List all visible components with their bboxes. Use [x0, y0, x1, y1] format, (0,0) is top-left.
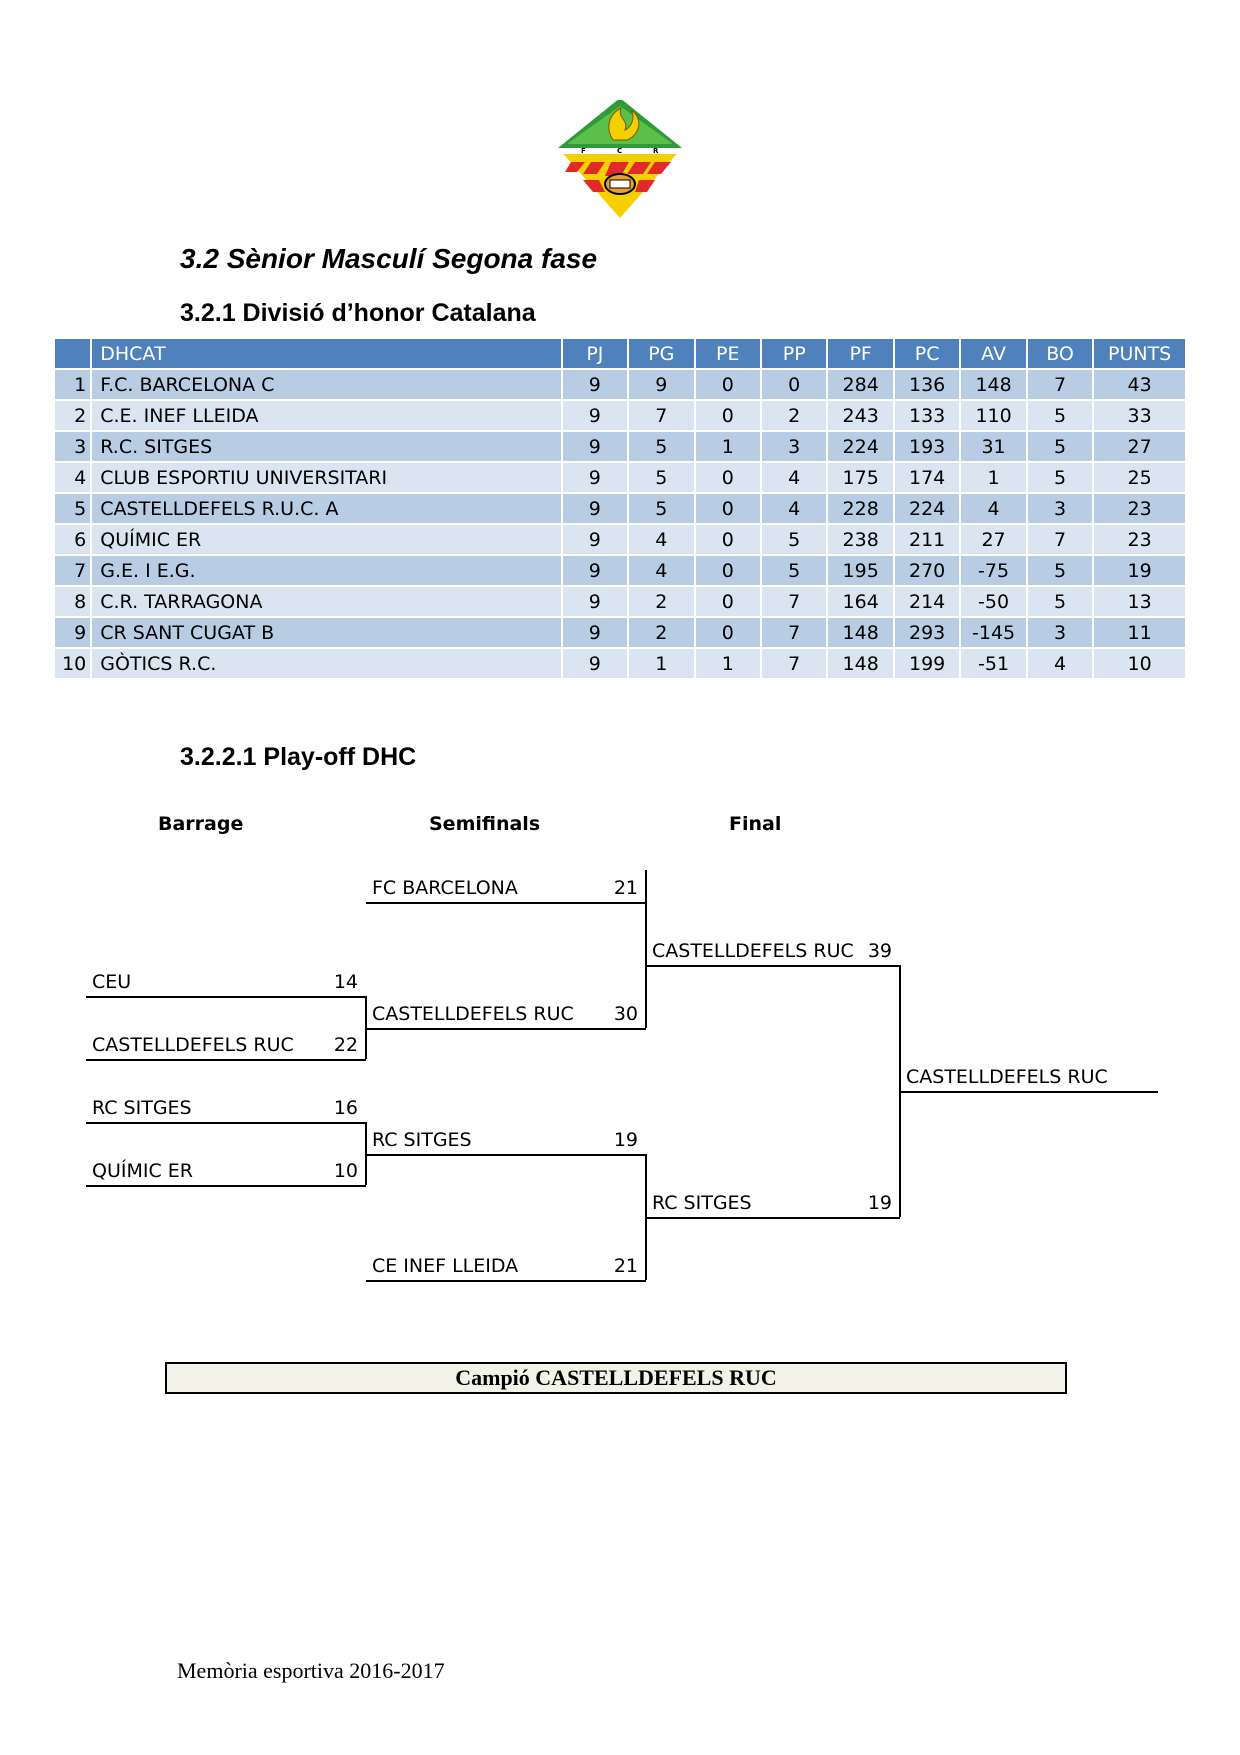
cell-pp: 7 [762, 587, 826, 616]
cell-pos: 5 [55, 494, 90, 523]
cell-pe: 0 [696, 370, 760, 399]
cell-punts: 19 [1094, 556, 1185, 585]
cell-team: QUÍMIC ER [92, 525, 560, 554]
table-row [55, 587, 1185, 616]
cell-punts: 27 [1094, 432, 1185, 461]
section-title: 3.2 Sènior Masculí Segona fase [180, 243, 598, 274]
cell-pf: 148 [828, 618, 892, 647]
cell-punts: 23 [1094, 525, 1185, 554]
bracket-score: 21 [613, 1255, 638, 1277]
cell-pf: 284 [828, 370, 892, 399]
cell-pp: 2 [762, 401, 826, 430]
stage-label-semifinals: Semifinals [429, 813, 541, 835]
cell-team: C.R. TARRAGONA [92, 587, 560, 616]
bracket-team: RC SITGES [92, 1097, 192, 1119]
cell-pg: 2 [629, 587, 693, 616]
header-punts: PUNTS [1094, 339, 1185, 368]
cell-pj: 9 [563, 370, 627, 399]
cell-punts: 10 [1094, 649, 1185, 678]
cell-pp: 7 [762, 618, 826, 647]
cell-pc: 193 [895, 432, 959, 461]
cell-pp: 7 [762, 649, 826, 678]
cell-bo: 5 [1028, 432, 1092, 461]
bracket-slot-final-1 [646, 935, 900, 967]
cell-bo: 3 [1028, 494, 1092, 523]
cell-pp: 5 [762, 525, 826, 554]
cell-pp: 0 [762, 370, 826, 399]
bracket-score: 10 [333, 1160, 358, 1182]
cell-bo: 5 [1028, 556, 1092, 585]
table-row [55, 618, 1185, 647]
bracket-team: CEU [92, 971, 132, 993]
fcr-logo [555, 100, 685, 220]
cell-team: CLUB ESPORTIU UNIVERSITARI [92, 463, 560, 492]
cell-pe: 1 [696, 649, 760, 678]
logo-letter-r: R [653, 147, 659, 155]
bracket-slot-barrage-4 [86, 1155, 366, 1187]
cell-pj: 9 [563, 649, 627, 678]
bracket-connector [365, 996, 367, 1059]
cell-pf: 175 [828, 463, 892, 492]
cell-pc: 199 [895, 649, 959, 678]
table-header-row [55, 339, 1185, 368]
header-pos [55, 339, 90, 368]
cell-team: CR SANT CUGAT B [92, 618, 560, 647]
cell-pg: 4 [629, 525, 693, 554]
cell-pos: 10 [55, 649, 90, 678]
bracket-team: CASTELLDEFELS RUC [652, 940, 854, 962]
cell-punts: 23 [1094, 494, 1185, 523]
table-row [55, 401, 1185, 430]
cell-bo: 5 [1028, 587, 1092, 616]
standings-table [53, 337, 1187, 680]
cell-pg: 7 [629, 401, 693, 430]
cell-pg: 1 [629, 649, 693, 678]
bracket-slot-semifinal-3 [366, 1124, 646, 1156]
cell-av: 27 [961, 525, 1025, 554]
bracket-slot-semifinal-2 [366, 998, 646, 1030]
cell-bo: 5 [1028, 401, 1092, 430]
cell-team: C.E. INEF LLEIDA [92, 401, 560, 430]
cell-pf: 224 [828, 432, 892, 461]
bracket-connector [899, 965, 901, 1217]
cell-pe: 0 [696, 556, 760, 585]
cell-punts: 33 [1094, 401, 1185, 430]
cell-pg: 4 [629, 556, 693, 585]
bracket-connector [365, 1122, 367, 1185]
cell-pp: 4 [762, 463, 826, 492]
cell-pe: 0 [696, 587, 760, 616]
cell-team: R.C. SITGES [92, 432, 560, 461]
cell-bo: 7 [1028, 525, 1092, 554]
cell-pos: 2 [55, 401, 90, 430]
header-pe: PE [696, 339, 760, 368]
bracket-score: 14 [333, 971, 358, 993]
bracket-team: QUÍMIC ER [92, 1160, 193, 1182]
cell-pp: 3 [762, 432, 826, 461]
cell-av: 31 [961, 432, 1025, 461]
cell-team: G.E. I E.G. [92, 556, 560, 585]
logo-letter-c: C [617, 147, 623, 155]
header-pf: PF [828, 339, 892, 368]
stage-label-final: Final [729, 813, 782, 835]
bracket-score: 16 [333, 1097, 358, 1119]
cell-pg: 5 [629, 463, 693, 492]
bracket-slot-barrage-2 [86, 1029, 366, 1061]
table-row [55, 463, 1185, 492]
cell-pe: 0 [696, 401, 760, 430]
cell-pe: 0 [696, 618, 760, 647]
cell-pos: 3 [55, 432, 90, 461]
bracket-team: CASTELLDEFELS RUC [372, 1003, 574, 1025]
cell-pe: 0 [696, 463, 760, 492]
bracket-slot-barrage-1 [86, 966, 366, 998]
bracket-connector [645, 1154, 647, 1280]
cell-pc: 174 [895, 463, 959, 492]
cell-pj: 9 [563, 494, 627, 523]
cell-pf: 164 [828, 587, 892, 616]
cell-pos: 7 [55, 556, 90, 585]
cell-punts: 13 [1094, 587, 1185, 616]
bracket-team: RC SITGES [652, 1192, 752, 1214]
cell-pc: 293 [895, 618, 959, 647]
cell-pj: 9 [563, 556, 627, 585]
cell-bo: 7 [1028, 370, 1092, 399]
bracket-team: RC SITGES [372, 1129, 472, 1151]
cell-pg: 5 [629, 494, 693, 523]
logo-letter-f: F [581, 147, 586, 155]
bracket-score: 21 [613, 877, 638, 899]
page-footer: Memòria esportiva 2016-2017 [177, 1658, 445, 1683]
cell-pc: 214 [895, 587, 959, 616]
bracket-team: CE INEF LLEIDA [372, 1255, 519, 1277]
bracket-score: 19 [613, 1129, 638, 1151]
bracket-slot-barrage-3 [86, 1092, 366, 1124]
cell-pf: 195 [828, 556, 892, 585]
cell-pj: 9 [563, 525, 627, 554]
cell-pc: 136 [895, 370, 959, 399]
header-pj: PJ [563, 339, 627, 368]
bracket-slot-semifinal-1 [366, 872, 646, 904]
bracket-score: 22 [333, 1034, 358, 1056]
cell-team: F.C. BARCELONA C [92, 370, 560, 399]
cell-pe: 1 [696, 432, 760, 461]
header-dhcat: DHCAT [92, 339, 560, 368]
cell-av: 110 [961, 401, 1025, 430]
table-row [55, 432, 1185, 461]
cell-pg: 5 [629, 432, 693, 461]
stage-label-barrage: Barrage [158, 813, 244, 835]
bracket-team: CASTELLDEFELS RUC [92, 1034, 294, 1056]
cell-pg: 2 [629, 618, 693, 647]
bracket-team: CASTELLDEFELS RUC [906, 1066, 1108, 1088]
cell-av: 1 [961, 463, 1025, 492]
header-pp: PP [762, 339, 826, 368]
cell-pf: 148 [828, 649, 892, 678]
header-av: AV [961, 339, 1025, 368]
cell-pj: 9 [563, 618, 627, 647]
cell-av: -51 [961, 649, 1025, 678]
bracket-slot-winner [900, 1061, 1158, 1093]
table-row [55, 494, 1185, 523]
cell-av: 148 [961, 370, 1025, 399]
bracket-score: 39 [867, 940, 892, 962]
cell-pg: 9 [629, 370, 693, 399]
cell-pp: 4 [762, 494, 826, 523]
cell-av: -145 [961, 618, 1025, 647]
cell-punts: 43 [1094, 370, 1185, 399]
cell-av: -75 [961, 556, 1025, 585]
cell-team: GÒTICS R.C. [92, 649, 560, 678]
cell-pf: 238 [828, 525, 892, 554]
cell-pj: 9 [563, 587, 627, 616]
cell-pos: 8 [55, 587, 90, 616]
cell-pc: 270 [895, 556, 959, 585]
cell-pos: 6 [55, 525, 90, 554]
table-row [55, 525, 1185, 554]
cell-pos: 1 [55, 370, 90, 399]
bracket-team: FC BARCELONA [372, 877, 518, 899]
cell-bo: 5 [1028, 463, 1092, 492]
champion-banner: Campió CASTELLDEFELS RUC [165, 1362, 1067, 1394]
header-bo: BO [1028, 339, 1092, 368]
cell-pos: 9 [55, 618, 90, 647]
cell-pj: 9 [563, 401, 627, 430]
table-row [55, 556, 1185, 585]
cell-av: -50 [961, 587, 1025, 616]
cell-team: CASTELLDEFELS R.U.C. A [92, 494, 560, 523]
cell-pe: 0 [696, 525, 760, 554]
subsection-title: 3.2.1 Divisió d’honor Catalana [180, 299, 536, 327]
cell-pj: 9 [563, 432, 627, 461]
playoff-title: 3.2.2.1 Play-off DHC [180, 743, 417, 771]
cell-pos: 4 [55, 463, 90, 492]
cell-pj: 9 [563, 463, 627, 492]
bracket-score: 19 [867, 1192, 892, 1214]
bracket-slot-final-2 [646, 1187, 900, 1219]
bracket-slot-semifinal-4 [366, 1250, 646, 1282]
cell-pp: 5 [762, 556, 826, 585]
table-row [55, 370, 1185, 399]
cell-av: 4 [961, 494, 1025, 523]
cell-punts: 11 [1094, 618, 1185, 647]
header-pc: PC [895, 339, 959, 368]
cell-bo: 4 [1028, 649, 1092, 678]
bracket-connector [645, 870, 647, 1028]
cell-pc: 211 [895, 525, 959, 554]
bracket-score: 30 [613, 1003, 638, 1025]
table-row [55, 649, 1185, 678]
cell-punts: 25 [1094, 463, 1185, 492]
cell-pf: 243 [828, 401, 892, 430]
cell-pe: 0 [696, 494, 760, 523]
header-pg: PG [629, 339, 693, 368]
cell-pc: 224 [895, 494, 959, 523]
cell-bo: 3 [1028, 618, 1092, 647]
cell-pc: 133 [895, 401, 959, 430]
cell-pf: 228 [828, 494, 892, 523]
